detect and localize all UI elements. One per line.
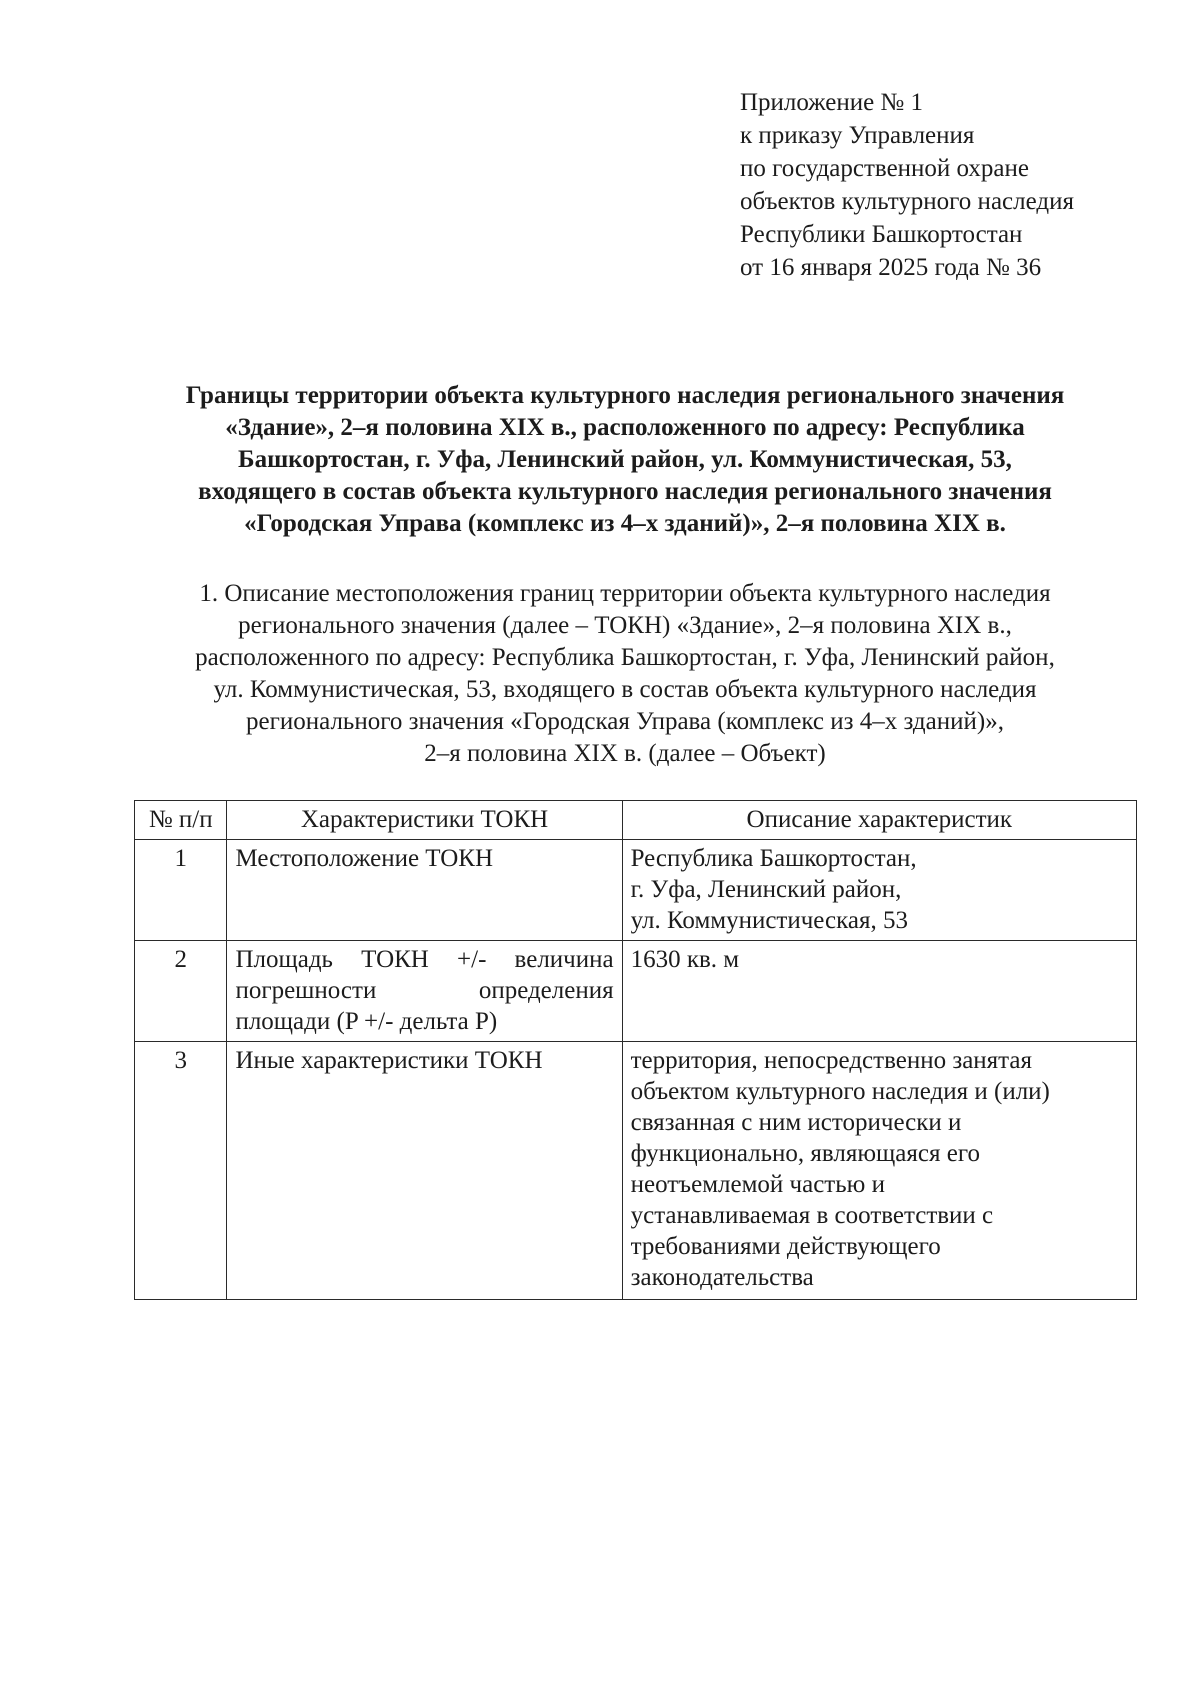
section-line: регионального значения «Городская Управа (комплекс из 4–х зданий)», (246, 708, 1004, 735)
table-row (135, 840, 1137, 941)
row-number: 1 (135, 840, 227, 941)
description-line: функционально, являющаяся его (630, 1140, 980, 1167)
section-line: регионального значения (далее – ТОКН) «Здание», 2–я половина XIX в., (238, 612, 1012, 639)
row-description (622, 840, 1136, 941)
row-number: 2 (135, 941, 227, 1042)
title-line: Башкортостан, г. Уфа, Ленинский район, ул. Коммунистическая, 53, (238, 446, 1012, 473)
row-characteristic: Местоположение ТОКН (227, 840, 622, 941)
section-line: 1. Описание местоположения границ территории объекта культурного наследия (199, 580, 1051, 607)
row-characteristic: Площадь ТОКН +/- величина погрешности определения площади (P +/- дельта P) (227, 941, 622, 1042)
header-number: № п/п (135, 801, 227, 840)
appendix-line: объектов культурного наследия (740, 188, 1074, 215)
section-line: расположенного по адресу: Республика Башкортостан, г. Уфа, Ленинский район, (195, 644, 1055, 671)
description-line: объектом культурного наследия и (или) (630, 1078, 1050, 1105)
row-description (622, 941, 1136, 1042)
table-header-row (135, 801, 1137, 840)
section-line: ул. Коммунистическая, 53, входящего в состав объекта культурного наследия (213, 676, 1037, 703)
description-line: Республика Башкортостан, (630, 845, 917, 872)
appendix-reference (740, 86, 1160, 284)
document-title (100, 380, 1150, 540)
title-line: входящего в состав объекта культурного наследия регионального значения (198, 478, 1052, 505)
header-description: Описание характеристик (622, 801, 1136, 840)
description-line: связанная с ним исторически и (630, 1109, 962, 1136)
table-row (135, 941, 1137, 1042)
section-heading (100, 578, 1150, 770)
row-description (622, 1042, 1136, 1300)
description-line: требованиями действующего (630, 1233, 941, 1260)
section-line: 2–я половина XIX в. (далее – Объект) (424, 740, 826, 767)
row-number: 3 (135, 1042, 227, 1300)
description-line: ул. Коммунистическая, 53 (630, 907, 908, 934)
appendix-line: Приложение № 1 (740, 89, 924, 116)
description-line: г. Уфа, Ленинский район, (630, 876, 902, 903)
description-line: 1630 кв. м (630, 946, 740, 973)
appendix-line: по государственной охране (740, 155, 1030, 182)
description-line: законодательства (630, 1264, 814, 1291)
appendix-line: от 16 января 2025 года № 36 (740, 254, 1042, 281)
row-characteristic: Иные характеристики ТОКН (227, 1042, 622, 1300)
description-line: неотъемлемой частью и (630, 1171, 885, 1198)
description-line: устанавливаемая в соответствии с (630, 1202, 994, 1229)
appendix-line: Республики Башкортостан (740, 221, 1023, 248)
tokn-characteristics-table (134, 800, 1137, 1300)
table-row (135, 1042, 1137, 1300)
title-line: «Городская Управа (комплекс из 4–х зданий)», 2–я половина XIX в. (244, 510, 1006, 537)
description-line: территория, непосредственно занятая (630, 1047, 1033, 1074)
title-line: Границы территории объекта культурного наследия регионального значения (185, 382, 1065, 409)
title-line: «Здание», 2–я половина XIX в., расположенного по адресу: Республика (225, 414, 1025, 441)
header-characteristic: Характеристики ТОКН (227, 801, 622, 840)
appendix-line: к приказу Управления (740, 122, 975, 149)
